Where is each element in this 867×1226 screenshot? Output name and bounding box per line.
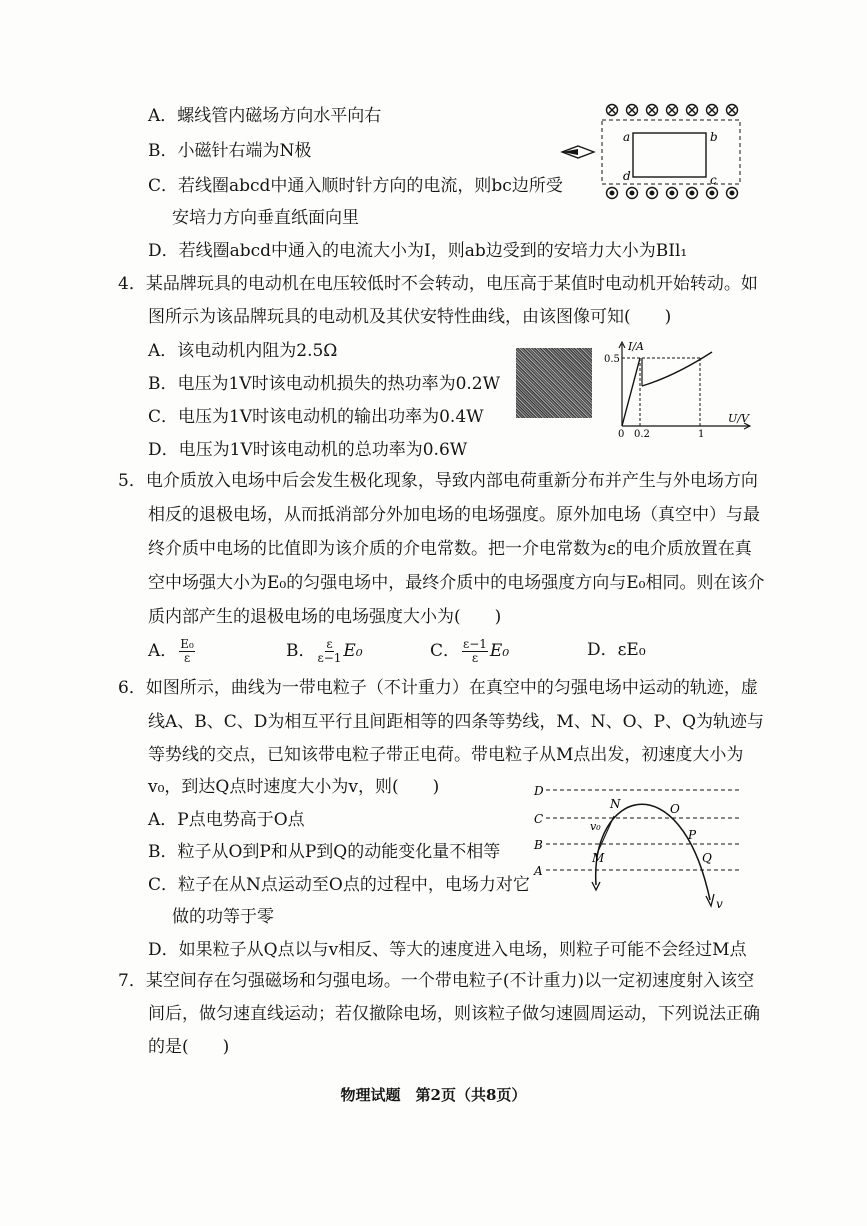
label-N: N xyxy=(610,797,621,811)
q6-option-d: D．如果粒子从Q点以与v相反、等大的速度进入电场，则粒子可能不会经过M点 xyxy=(148,940,747,960)
q6-option-b: B．粒子从O到P和从P到Q的动能变化量不相等 xyxy=(148,842,501,862)
compass-needle-icon xyxy=(562,146,594,158)
q6-stem-line3: 等势线的交点，已知该带电粒子带正电荷。带电粒子从M点出发，初速度大小为 xyxy=(148,745,744,765)
label-B: B xyxy=(534,838,543,852)
q3-option-c-line2: 安培力方向垂直纸面向里 xyxy=(172,208,359,228)
q6-option-a: A．P点电势高于O点 xyxy=(148,810,305,830)
option-b-tail: E₀ xyxy=(343,641,363,661)
fraction-numerator: ε−1 xyxy=(463,637,487,651)
label-A: A xyxy=(534,864,543,878)
q7-stem-line3: 的是( ) xyxy=(148,1037,230,1057)
q4-option-b: B．电压为1V时该电动机损失的热功率为0.2W xyxy=(148,374,501,394)
q5-stem-line5: 质内部产生的退极电场的电场强度大小为( ) xyxy=(148,607,502,627)
q5-stem-line2: 相反的退极电场，从而抵消部分外加电场的电场强度。原外加电场（真空中）与最 xyxy=(148,505,760,525)
label-P: P xyxy=(688,828,697,842)
q3-option-b: B．小磁针右端为N极 xyxy=(148,141,312,161)
fraction-denominator: ε xyxy=(471,651,479,665)
q5-stem-line4: 空中场强大小为E₀的匀强电场中，最终介质中的电场强度方向与E₀相同。则在该介 xyxy=(148,573,765,593)
y-axis-label: I/A xyxy=(628,340,644,353)
label-d: d xyxy=(623,169,631,183)
q4-option-a: A．该电动机内阻为2.5Ω xyxy=(148,341,338,361)
q6-trajectory-figure xyxy=(530,780,745,915)
option-b-fraction xyxy=(318,638,342,665)
cross-symbols-row xyxy=(607,105,738,116)
q5-option-d: D．εE₀ xyxy=(587,640,646,660)
option-a-label: A． xyxy=(148,641,178,661)
y-tick-label: 0.5 xyxy=(604,354,620,365)
q6-stem-line4: v₀，到达Q点时速度大小为v，则( ) xyxy=(148,777,440,797)
x-tick-0: 0 xyxy=(618,429,625,438)
q3-option-c-line1: C．若线圈abcd中通入顺时针方向的电流，则bc边所受 xyxy=(148,176,563,196)
label-Q: Q xyxy=(702,851,712,865)
option-b-label: B． xyxy=(286,641,316,661)
iv-curve-rotating xyxy=(642,352,712,386)
option-a-fraction xyxy=(179,638,195,665)
fraction-denominator: ε xyxy=(183,651,191,665)
q4-option-c: C．电压为1V时该电动机的输出功率为0.4W xyxy=(148,407,484,427)
x-axis-label: U/V xyxy=(728,412,749,425)
page-footer: 物理试题 第2页（共8页） xyxy=(340,1086,527,1104)
coil-abcd xyxy=(633,133,706,177)
q6-stem-line1: 6．如图所示，曲线为一带电粒子（不计重力）在真空中的匀强电场中运动的轨迹，虚 xyxy=(118,678,758,698)
q5-stem-line1: 5．电介质放入电场中后会发生极化现象，导致内部电荷重新分布并产生与外电场方向 xyxy=(118,471,758,491)
fraction-numerator: ε xyxy=(326,637,333,651)
label-D: D xyxy=(534,784,544,798)
motor-photo xyxy=(516,348,592,418)
q7-stem-line2: 间后，做匀速直线运动；若仅撤除电场，则该粒子做匀速圆周运动，下列说法正确 xyxy=(148,1004,760,1024)
q5-option-c xyxy=(430,638,509,665)
dot-symbols-row xyxy=(607,188,738,199)
label-O: O xyxy=(670,802,680,816)
q4-option-d: D．电压为1V时该电动机的总功率为0.6W xyxy=(148,440,468,460)
q3-option-a: A．螺线管内磁场方向水平向右 xyxy=(148,106,382,126)
q6-option-c-line1: C．粒子在从N点运动至O点的过程中，电场力对它 xyxy=(148,875,530,895)
label-b: b xyxy=(710,130,718,144)
q4-stem-line1: 4．某品牌玩具的电动机在电压较低时不会转动，电压高于某值时电动机开始转动。如 xyxy=(118,274,758,294)
q6-option-c-line2: 做的功等于零 xyxy=(172,907,274,927)
label-C: C xyxy=(534,812,544,826)
iv-curve-linear xyxy=(622,358,640,426)
fraction-numerator: E₀ xyxy=(180,637,194,651)
label-c: c xyxy=(710,173,717,187)
label-v: v xyxy=(716,897,723,911)
q3-solenoid-figure xyxy=(560,100,750,210)
option-c-label: C． xyxy=(430,641,461,661)
q4-stem-line2: 图所示为该品牌玩具的电动机及其伏安特性曲线，由该图像可知( ) xyxy=(148,307,672,327)
option-c-fraction xyxy=(462,638,488,665)
q3-option-d: D．若线圈abcd中通入的电流大小为I，则ab边受到的安培力大小为BIl₁ xyxy=(148,241,688,261)
label-M: M xyxy=(592,851,605,865)
x-tick-0.2: 0.2 xyxy=(634,429,650,438)
label-v0: v₀ xyxy=(590,820,601,833)
q4-iv-graph xyxy=(600,338,760,438)
q5-stem-line3: 终介质中电场的比值即为该介质的介电常数。把一介电常数为ε的电介质放置在真 xyxy=(148,539,752,559)
q7-stem-line1: 7．某空间存在匀强磁场和匀强电场。一个带电粒子(不计重力)以一定初速度射入该空 xyxy=(118,971,755,991)
option-c-tail: E₀ xyxy=(489,641,510,661)
label-a: a xyxy=(623,130,631,144)
q5-option-b xyxy=(286,638,363,665)
fraction-denominator: ε−1 xyxy=(317,651,342,665)
q6-stem-line2: 线A、B、C、D为相互平行且间距相等的四条等势线，M、N、O、P、Q为轨迹与 xyxy=(148,712,764,732)
x-tick-1: 1 xyxy=(698,429,705,438)
q5-option-a xyxy=(148,638,197,665)
